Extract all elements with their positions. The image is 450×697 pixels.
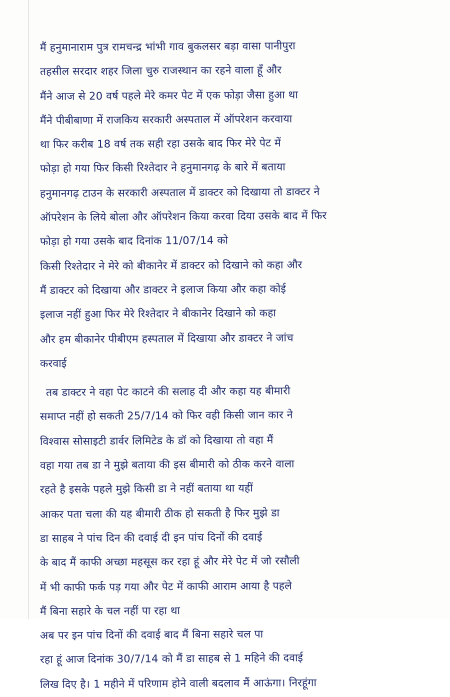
letter-line: में भी काफी फर्क पड़ गया और पेट में काफी आराम आया है पहले [39, 579, 292, 594]
letter-line: तब डाक्टर ने वहा पेट काटने की सलाह दी और कहा यह बीमारी [45, 385, 291, 400]
letter-line: डा साहब ने पांच दिन की दवाई दी इन पांच दिनों की दवाई [39, 531, 263, 545]
letter-line: ऑपरेशन के लिये बोला और ऑपरेशन किया करवा दिया उसके बाद में फिर [39, 210, 327, 225]
letter-line: मैंने आज से 20 वर्ष पहले मेरे कमर पेट में एक फोड़ा जैसा हुआ था [39, 88, 299, 103]
letter-line: मैं बिना सहारे के चल नहीं पा रहा था [39, 604, 181, 618]
letter-line: किसी रिश्तेदार ने मेरे को बीकानेर में डाक्टर को दिखाने को कहा और [39, 258, 303, 273]
letter-line: फोड़ा हो गया उसके बाद दिनांक 11/07/14 को [39, 235, 229, 249]
letter-line: मैं डाक्टर को दिखाया और डाक्टर ने इलाज किया और कहा कोई [39, 283, 287, 297]
letter-line: रहते है इसके पहले मुझे किसी डा ने नहीं बताया था यहीं [39, 482, 253, 497]
letter-line: फोड़ा हो गया फिर किसी रिश्तेदार ने हनुमानगढ़ के बारे में बताया [39, 161, 286, 176]
letter-line: करवाई [39, 357, 67, 370]
letter-line: तहसील सरदार शहर जिला चुरु राजस्थान का रहने वाला हूँ और [39, 64, 282, 79]
letter-line: रहा हूं आज दिनांक 30/7/14 को मैं डा साहब से 1 महिने की दवाई [39, 652, 304, 667]
letter-line: हनुमानगढ़ टाउन के सरकारी अस्पताल में डाक्टर को दिखाया तो डाक्टर ने [39, 185, 320, 200]
letter-line: के बाद मैं काफी अच्छा महसूस कर रहा हूं और मेरे पेट में जो रसौली [39, 555, 300, 570]
letter-line: था फिर करीब 18 वर्ष तक सही रहा उसके बाद फिर मेरे पेट में [39, 137, 281, 152]
letter-line: और हम बीकानेर पीबीएम हस्पताल में दिखाया और डाक्टर ने जांच [39, 331, 294, 346]
letter-line: अब पर इन पांच दिनों की दवाई बाद मैं बिना सहारे चल पा [39, 628, 264, 643]
letter-line: मैंने पीबीबाणा में राजकिय सरकारी अस्पताल में ऑपरेशन करवाया [39, 113, 293, 127]
letter-body [40, 36, 442, 697]
letter-line: समाप्त नहीं हो सकती 25/7/14 को फिर वही किसी जान कार ने [39, 409, 293, 424]
letter-line: मैं हनुमानाराम पुत्र रामचन्द्र भांभी गाव बुकलसर बड़ा वासा पानीपुरा [39, 40, 296, 54]
letter-line: लिख दिए है। 1 महीने में परिणाम होने वाली बदलाव मैं आऊंगा। निरहूंगा [39, 676, 317, 691]
letter-line: इलाज नहीं हुआ फिर मेरे रिश्तेदार ने बीकानेर दिखाने को कहा [39, 307, 277, 322]
letter-line: विश्वास सोसाइटी डार्वर लिमिटेड के डॉ को दिखाया तो वहा मैं [39, 434, 274, 448]
page-margin-rule [28, 0, 29, 619]
letter-line: वहा गया तब डा ने मुझे बताया की इस बीमारी को ठीक करने वाला [39, 458, 295, 473]
letter-line: आकर पता चला की यह बीमारी ठीक हो सकती है फिर मुझे डा [39, 506, 280, 521]
